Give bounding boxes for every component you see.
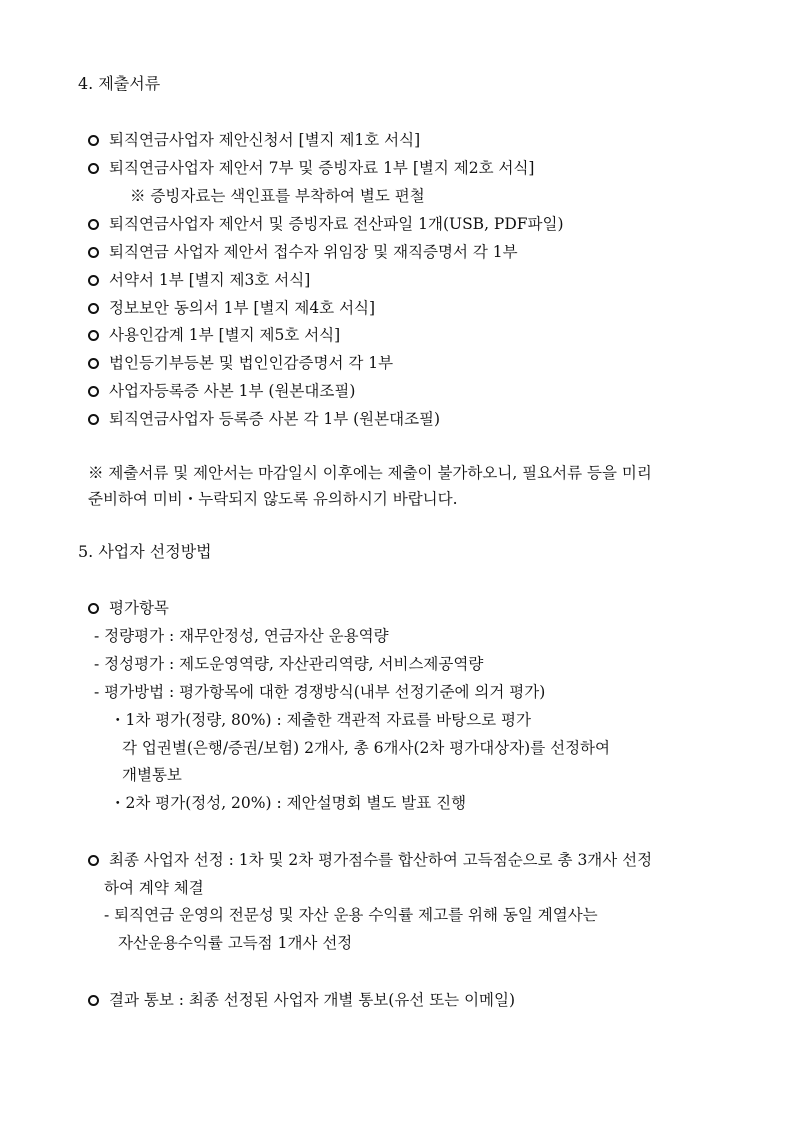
sub-item-continuation: 자산운용수익률 고득점 1개사 선정 — [118, 934, 353, 952]
bullet-circle-icon — [88, 414, 99, 425]
bullet-circle-icon — [88, 358, 99, 369]
bullet-circle-icon — [88, 386, 99, 397]
list-item: 사업자등록증 사본 1부 (원본대조필) — [88, 381, 355, 401]
list-item: 서약서 1부 [별지 제3호 서식] — [88, 270, 310, 290]
bullet-circle-icon — [88, 995, 99, 1006]
bullet-circle-icon — [88, 303, 99, 314]
list-item: 정보보안 동의서 1부 [별지 제4호 서식] — [88, 298, 375, 318]
subnote: ※ 증빙자료는 색인표를 부착하여 별도 편철 — [130, 187, 425, 205]
list-item: 최종 사업자 선정 : 1차 및 2차 평가점수를 합산하여 고득점순으로 총 3개사 선정 — [88, 850, 652, 870]
bullet-circle-icon — [88, 855, 99, 866]
list-item: 결과 통보 : 최종 선정된 사업자 개별 통보(유선 또는 이메일) — [88, 990, 515, 1010]
sub-item: - 평가방법 : 평가항목에 대한 경쟁방식(내부 선정기준에 의거 평가) — [94, 683, 546, 701]
sub-item: - 퇴직연금 운영의 전문성 및 자산 운용 수익률 제고를 위해 동일 계열사는 — [104, 906, 598, 924]
sub-item: - 정량평가 : 재무안정성, 연금자산 운용역량 — [94, 627, 389, 645]
sub-sub-item: ・2차 평가(정성, 20%) : 제안설명회 별도 발표 진행 — [110, 794, 467, 812]
bullet-circle-icon — [88, 603, 99, 614]
list-item: 법인등기부등본 및 법인인감증명서 각 1부 — [88, 353, 393, 373]
section-5-heading: 5. 사업자 선정방법 — [78, 542, 212, 561]
list-item: 퇴직연금 사업자 제안서 접수자 위임장 및 재직증명서 각 1부 — [88, 242, 518, 262]
list-item: 퇴직연금사업자 제안서 7부 및 증빙자료 1부 [별지 제2호 서식] — [88, 158, 534, 178]
notice-line: ※ 제출서류 및 제안서는 마감일시 이후에는 제출이 불가하오니, 필요서류 등을 미리 — [88, 464, 652, 482]
bullet-circle-icon — [88, 247, 99, 258]
list-item: 사용인감계 1부 [별지 제5호 서식] — [88, 325, 340, 345]
section-4-heading: 4. 제출서류 — [78, 74, 161, 93]
list-item: 퇴직연금사업자 제안신청서 [별지 제1호 서식] — [88, 130, 420, 150]
sub-item: - 정성평가 : 제도운영역량, 자산관리역량, 서비스제공역량 — [94, 655, 484, 673]
list-item: 퇴직연금사업자 등록증 사본 각 1부 (원본대조필) — [88, 409, 440, 429]
bullet-circle-icon — [88, 275, 99, 286]
bullet-circle-icon — [88, 135, 99, 146]
sub-sub-item-detail: 각 업권별(은행/증권/보험) 2개사, 총 6개사(2차 평가대상자)를 선정하여 — [122, 739, 611, 757]
list-item: 평가항목 — [88, 598, 169, 618]
notice-line: 준비하여 미비・누락되지 않도록 유의하시기 바랍니다. — [88, 490, 458, 508]
sub-sub-item-detail: 개별통보 — [122, 766, 182, 784]
sub-sub-item: ・1차 평가(정량, 80%) : 제출한 객관적 자료를 바탕으로 평가 — [110, 711, 531, 729]
bullet-circle-icon — [88, 163, 99, 174]
bullet-circle-icon — [88, 330, 99, 341]
list-item-continuation: 하여 계약 체결 — [104, 879, 204, 897]
list-item: 퇴직연금사업자 제안서 및 증빙자료 전산파일 1개(USB, PDF파일) — [88, 214, 564, 234]
bullet-circle-icon — [88, 219, 99, 230]
